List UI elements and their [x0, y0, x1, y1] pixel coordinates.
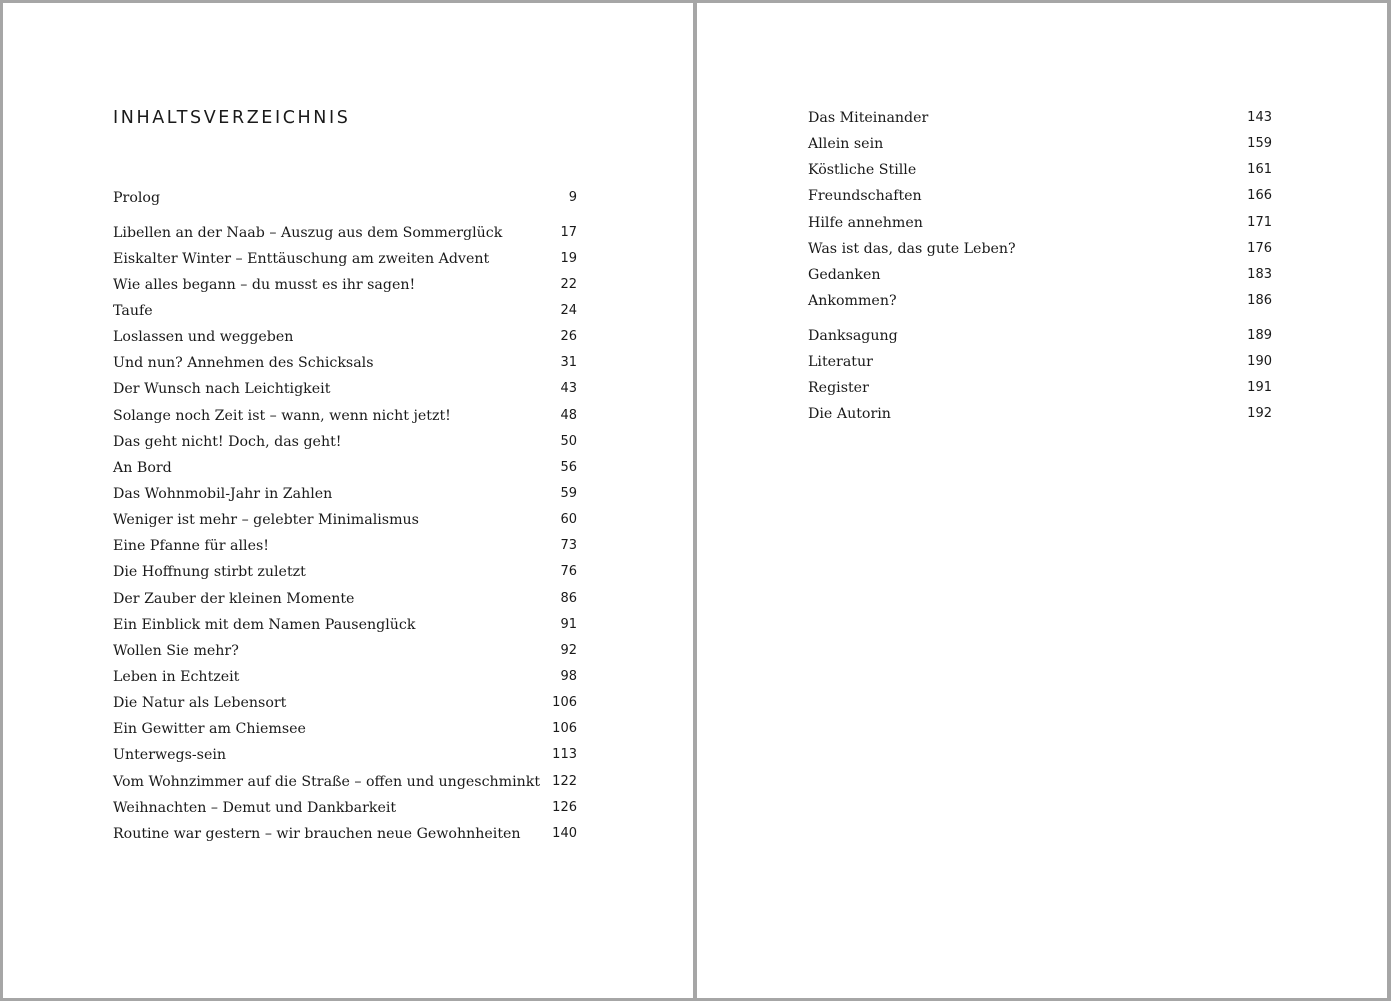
toc-entry-page: 161 [1247, 162, 1272, 178]
toc-entry-page: 113 [552, 747, 577, 763]
toc-entry-page: 9 [568, 190, 577, 205]
toc-entry [808, 159, 1272, 185]
toc-entry-page: 106 [552, 721, 577, 737]
toc-entry-page: 190 [1247, 353, 1272, 369]
toc-entry [113, 483, 577, 509]
toc-entry [113, 535, 577, 561]
toc-entry [808, 212, 1272, 238]
toc-entry-title: Leben in Echtzeit [113, 669, 240, 686]
toc-entry-page: 126 [552, 799, 577, 815]
toc-entry-page: 91 [560, 616, 577, 632]
toc-entry-page: 176 [1247, 240, 1272, 256]
toc-entry-title: Solange noch Zeit ist – wann, wenn nicht jetzt! [113, 407, 451, 424]
toc-entry [808, 377, 1272, 403]
toc-entry-title: Vom Wohnzimmer auf die Straße – offen und ungeschminkt [113, 773, 541, 790]
toc-entry-page: 191 [1247, 379, 1272, 395]
toc-entry-title: Allein sein [808, 136, 884, 153]
toc-entry-page: 106 [552, 695, 577, 711]
toc-entry-page: 140 [552, 825, 577, 841]
toc-entry-title: Gedanken [808, 266, 881, 283]
toc-entry-title: Eiskalter Winter – Enttäuschung am zweiten Advent [113, 250, 490, 267]
toc-entry [808, 133, 1272, 159]
toc-entry [113, 744, 577, 770]
toc-entry [113, 457, 577, 483]
toc-entry-title: Das Miteinander [808, 110, 929, 126]
toc-entry [113, 378, 577, 404]
toc-entry-page: 192 [1247, 406, 1272, 422]
toc-entry-page: 159 [1247, 136, 1272, 152]
toc-entry-page: 122 [552, 773, 577, 789]
toc-entry-page: 98 [560, 669, 577, 685]
toc-entry-title: An Bord [113, 459, 172, 476]
toc-entry-title: Register [808, 379, 869, 396]
toc-entry-page: 31 [560, 355, 577, 371]
toc-entry-title: Eine Pfanne für alles! [113, 538, 269, 555]
toc-entry [113, 300, 577, 326]
toc-entry-title: Die Autorin [808, 406, 891, 423]
toc-entry-page: 43 [560, 381, 577, 397]
toc-entry-title: Libellen an der Naab – Auszug aus dem Sommerglück [113, 224, 503, 241]
toc-entry [113, 248, 577, 274]
toc-entry-title: Und nun? Annehmen des Schicksals [113, 355, 374, 372]
right-page [697, 3, 1387, 998]
toc-entry [808, 290, 1272, 316]
toc-entry-title: Danksagung [808, 327, 898, 344]
toc-entry-title: Was ist das, das gute Leben? [808, 240, 1016, 257]
toc-entry-page: 56 [560, 459, 577, 475]
toc-entry-page: 19 [560, 250, 577, 266]
toc-entry [113, 640, 577, 666]
toc-entry [113, 274, 577, 300]
toc-entry [113, 588, 577, 614]
toc-entry [113, 326, 577, 352]
toc-entry-page: 189 [1247, 327, 1272, 343]
toc-entry-title: Wie alles begann – du musst es ihr sagen! [113, 276, 416, 293]
toc-entry-title: Das Wohnmobil-Jahr in Zahlen [113, 486, 333, 503]
toc-entry-title: Literatur [808, 353, 873, 370]
toc-entry [113, 431, 577, 457]
toc-entry-title: Ein Gewitter am Chiemsee [113, 721, 306, 738]
toc-entry [808, 403, 1272, 429]
toc-entry-title: Wollen Sie mehr? [113, 642, 239, 659]
toc-entry-page: 86 [560, 590, 577, 606]
toc-entry-title: Prolog [113, 190, 161, 206]
toc-entry-page: 73 [560, 538, 577, 554]
toc-entry-title: Weniger ist mehr – gelebter Minimalismus [113, 512, 419, 529]
toc-entry-title: Freundschaften [808, 188, 922, 205]
toc-entry-title: Ankommen? [808, 292, 897, 309]
toc-entry-title: Loslassen und weggeben [113, 329, 294, 346]
toc-entry [113, 509, 577, 535]
toc-entry [113, 797, 577, 823]
toc-entry-page: 76 [560, 564, 577, 580]
toc-heading: INHALTSVERZEICHNIS [113, 108, 351, 128]
toc-entry-title: Das geht nicht! Doch, das geht! [113, 433, 342, 450]
toc-entry-page: 48 [560, 407, 577, 423]
toc-entry [113, 352, 577, 378]
toc-entry-page: 92 [560, 642, 577, 658]
toc-entry-title: Hilfe annehmen [808, 214, 923, 231]
toc-entry-page: 59 [560, 486, 577, 502]
toc-entry-page: 143 [1247, 110, 1272, 125]
toc-entry [808, 351, 1272, 377]
toc-list-right [808, 107, 1272, 429]
toc-entry [808, 264, 1272, 290]
toc-entry [808, 325, 1272, 351]
toc-entry [113, 222, 577, 248]
toc-entry [113, 187, 577, 213]
toc-entry-title: Die Hoffnung stirbt zuletzt [113, 564, 306, 581]
toc-entry-page: 26 [560, 329, 577, 345]
toc-entry-title: Ein Einblick mit dem Namen Pausenglück [113, 616, 416, 633]
left-page [3, 3, 693, 998]
toc-entry-title: Köstliche Stille [808, 162, 917, 179]
toc-entry [113, 718, 577, 744]
toc-entry [113, 692, 577, 718]
toc-entry-title: Der Zauber der kleinen Momente [113, 590, 355, 607]
toc-entry-title: Routine war gestern – wir brauchen neue Gewohnheiten [113, 825, 521, 842]
toc-entry [808, 107, 1272, 133]
toc-entry-page: 171 [1247, 214, 1272, 230]
toc-entry-page: 24 [560, 303, 577, 319]
toc-entry [113, 823, 577, 849]
toc-entry-title: Die Natur als Lebensort [113, 695, 287, 712]
toc-entry-page: 17 [560, 224, 577, 240]
toc-entry [113, 614, 577, 640]
toc-entry-title: Taufe [113, 303, 153, 320]
toc-list-left [113, 187, 577, 849]
toc-entry-title: Der Wunsch nach Leichtigkeit [113, 381, 331, 398]
toc-entry [113, 405, 577, 431]
toc-entry-page: 22 [560, 276, 577, 292]
toc-entry [808, 238, 1272, 264]
toc-entry [113, 561, 577, 587]
toc-entry-page: 183 [1247, 266, 1272, 282]
toc-entry-title: Weihnachten – Demut und Dankbarkeit [113, 799, 397, 816]
toc-entry [808, 185, 1272, 211]
toc-entry [113, 771, 577, 797]
toc-entry-page: 186 [1247, 292, 1272, 308]
toc-entry [113, 666, 577, 692]
toc-entry-page: 166 [1247, 188, 1272, 204]
toc-entry-page: 50 [560, 433, 577, 449]
toc-entry-page: 60 [560, 512, 577, 528]
toc-entry-title: Unterwegs-sein [113, 747, 227, 764]
